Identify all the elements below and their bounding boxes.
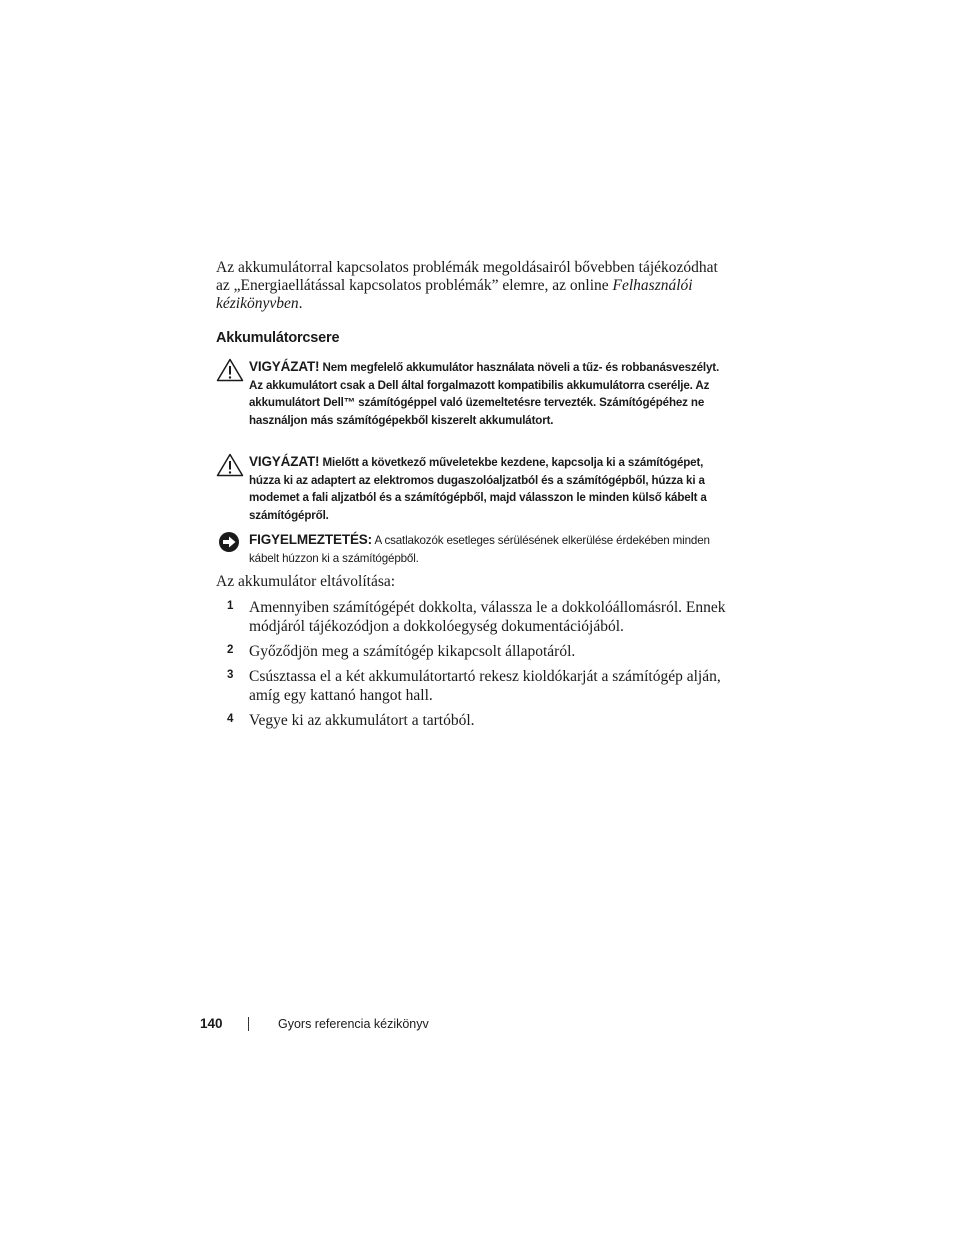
warning-notice-2 — [216, 453, 726, 524]
footer-divider — [248, 1017, 249, 1031]
list-item — [216, 711, 736, 730]
step-text: Győződjön meg a számítógép kikapcsolt állapotáról. — [249, 643, 576, 660]
step-text: Vegye ki az akkumulátort a tartóból. — [249, 712, 475, 729]
warning-body-2: Mielőtt a következő műveletekbe kezdene, kapcsolja ki a számítógépet, húzza ki az adaptert az elektromos dugaszolóaljzatból és a számítógépből, húzza ki a modemet a fali aljzatból és a számítógépből, majd válasszon le minden külső kábelt a számítógépről. — [249, 456, 707, 522]
caution-body: A csatlakozók esetleges sérülésének elkerülése érdekében minden kábelt húzzon ki a számítógépből. — [249, 534, 710, 565]
notice-arrow-icon — [216, 531, 244, 555]
warning-text-1 — [249, 358, 726, 429]
caution-notice — [216, 531, 726, 567]
step-number: 4 — [227, 713, 234, 725]
caution-label: FIGYELMEZTETÉS: — [249, 532, 373, 547]
step-number: 3 — [227, 669, 234, 681]
page-number: 140 — [200, 1016, 223, 1031]
warning-body-1: Nem megfelelő akkumulátor használata növeli a tűz- és robbanásveszélyt. Az akkumulátort csak a Dell által forgalmazott kompatibilis akkumulátorra cserélje. Az akkumulátort Dell™ számítógéppel való üzemeltetésre tervezték. Számítógépéhez ne használjon más számítógépekből kiszerelt akkumulátort. — [249, 361, 720, 427]
caution-text — [249, 531, 726, 567]
warning-triangle-icon — [216, 453, 244, 477]
section-title: Akkumulátorcsere — [216, 330, 340, 346]
warning-label-1: VIGYÁZAT! — [249, 359, 320, 374]
step-text: Csúsztassa el a két akkumulátortartó rekesz kioldókarját a számítógép alján, amíg egy kattanó hangot hall. — [249, 668, 721, 704]
removal-intro: Az akkumulátor eltávolítása: — [216, 573, 396, 590]
step-number: 2 — [227, 644, 234, 656]
footer-title: Gyors referencia kézikönyv — [278, 1017, 429, 1031]
intro-italic: Felhasználói kézikönyvben — [216, 277, 693, 312]
warning-triangle-icon — [216, 358, 244, 382]
list-item — [216, 667, 736, 705]
warning-label-2: VIGYÁZAT! — [249, 454, 320, 469]
warning-text-2 — [249, 453, 726, 524]
intro-text: Az akkumulátorral kapcsolatos problémák megoldásairól bővebben tájékozódhat az „Energiaellátással kapcsolatos problémák” elemre, az online — [216, 259, 718, 294]
intro-paragraph — [216, 259, 726, 313]
list-item — [216, 598, 736, 636]
warning-notice-1 — [216, 358, 726, 429]
removal-steps — [216, 598, 736, 736]
step-number: 1 — [227, 600, 234, 612]
list-item — [216, 642, 736, 661]
step-text: Amennyiben számítógépét dokkolta, válassza le a dokkolóállomásról. Ennek módjáról tájékozódjon a dokkolóegység dokumentációjából. — [249, 599, 726, 635]
intro-text-end: . — [298, 295, 303, 312]
